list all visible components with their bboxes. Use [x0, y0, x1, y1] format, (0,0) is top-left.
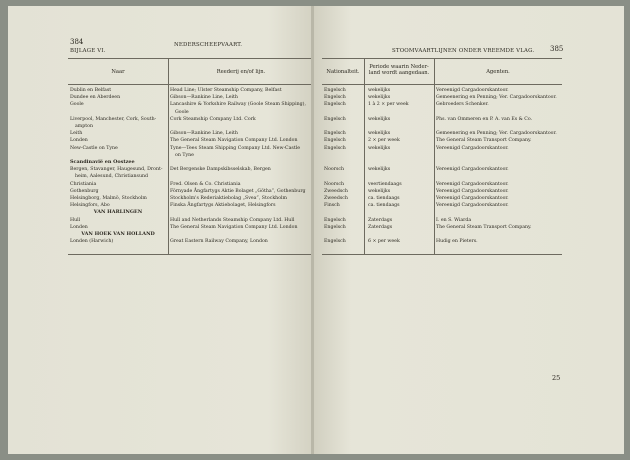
left-destination: Londen (Harwich)	[70, 239, 114, 245]
right-period: wekelijks	[368, 167, 391, 173]
left-shipping-line: Goole	[175, 109, 189, 115]
right-agent: Vereenigd Cargadoorskantoor.	[436, 196, 509, 201]
left-shipping-line: The General Steam Navigation Company Ltd. London	[170, 224, 298, 230]
right-footer-mark: 25	[552, 374, 561, 382]
left-shipping-line: Lancashire & Yorkshire Railway (Goole Steam Shipping),	[170, 102, 306, 108]
right-period: 2 × per week	[368, 138, 400, 144]
right-period: ca. tiendaags	[368, 203, 400, 209]
right-period: 1 à 2 × per week	[368, 102, 409, 108]
right-nationality: Engelsch	[324, 95, 346, 101]
right-col-header-agents: Agenten.	[486, 69, 510, 75]
right-period: veertiendaags	[368, 181, 402, 187]
left-page-number: 384	[70, 38, 84, 46]
right-table-top-rule	[322, 58, 562, 59]
left-shipping-line: Gibson—Rankine Line, Leith	[170, 95, 238, 101]
right-nationality: Engelsch	[324, 145, 346, 151]
left-shipping-line: Finska Ångfartygs Aktiebolaget, Helsingfors	[170, 203, 276, 209]
right-col-header-nationality: Nationalteit.	[326, 69, 360, 75]
left-shipping-line: Förnyade Ångfartygs Aktie Bolaget „Götha”, Gothenburg	[170, 188, 306, 194]
right-header-title: STOOMVAARTLIJNEN ONDER VREEMDE VLAG.	[392, 48, 535, 54]
right-table-bottom-rule	[322, 254, 562, 255]
left-destination: New-Castle on Tyne	[70, 145, 118, 151]
left-header-bottom-rule	[68, 84, 314, 85]
left-destination: Christiania	[70, 181, 97, 187]
right-agent: Gebroeders Schenker.	[436, 102, 489, 108]
left-shipping-line: Stockholm's Rederiaktiebolag „Svea”, Stockholm	[170, 196, 287, 201]
left-destination: Bergen, Stavanger, Haugesund, Dront-	[70, 167, 163, 173]
right-agent: Vereenigd Cargadoorskantoor.	[436, 181, 509, 187]
right-period: wekelijks	[368, 88, 391, 93]
right-agent: I. en S. Wiarda	[436, 217, 472, 223]
right-nationality: Noorsch	[324, 167, 345, 173]
right-header-bottom-rule	[322, 84, 562, 85]
left-shipping-line: Det Bergenske Dampskibsselskab, Bergen	[170, 167, 271, 173]
left-destination: Helsingborg, Malmö, Stockholm	[70, 196, 147, 201]
right-nationality: Engelsch	[324, 131, 346, 137]
left-destination: Dundee en Aberdeen	[70, 95, 121, 101]
left-shipping-line: Cork Steamship Company Ltd. Cork	[170, 116, 256, 122]
right-nationality: Zweedsch	[324, 196, 348, 201]
left-region-heading: Scandinavië en Oostzee	[70, 159, 135, 165]
right-period: 6 × per week	[368, 239, 400, 245]
right-period: wekelijks	[368, 131, 391, 137]
right-nationality: Engelsch	[324, 138, 346, 144]
left-destination: heim, Aalesund, Christiansund	[75, 174, 148, 180]
left-page	[8, 6, 314, 454]
left-column-divider	[168, 58, 169, 254]
right-agent: Vereenigd Cargadoorskantoor.	[436, 188, 509, 194]
right-period: wekelijks	[368, 116, 391, 122]
left-shipping-line: Tyne—Tees Steam Shipping Company Ltd. New-Castle	[170, 145, 300, 151]
left-destination: Gothenburg	[70, 188, 99, 194]
right-nationality: Zweedsch	[324, 188, 348, 194]
left-destination: Goole	[70, 102, 84, 108]
left-shipping-line: Gibson—Rankine Line, Leith	[170, 131, 238, 137]
right-col-header-period: Periode waarin Neder-land wordt aangedaan.	[368, 64, 430, 76]
right-agent: Gemeenering en Penning; Ver. Cargadoorskantoor.	[436, 95, 557, 101]
left-shipping-line: The General Steam Navigation Company Ltd. London	[170, 138, 298, 144]
right-nationality: Engelsch	[324, 88, 346, 93]
left-shipping-line: Great Eastern Railway Company, London	[170, 239, 268, 245]
right-agent: The General Steam Transport Company.	[436, 138, 532, 144]
right-period: Zaterdags	[368, 217, 393, 223]
right-agent: Phs. van Ommeren en P. A. van Es & Co.	[436, 116, 533, 122]
left-destination: Dublin en Belfast	[70, 88, 112, 93]
left-destination: ampton	[75, 124, 93, 129]
right-agent: Vereenigd Cargadoorskantoor.	[436, 145, 509, 151]
left-destination: Londen	[70, 138, 88, 144]
right-period: Zaterdags	[368, 224, 393, 230]
right-period: wekelijks	[368, 145, 391, 151]
right-agent: Vereenigd Cargadoorskantoor.	[436, 88, 509, 93]
right-nationality: Noorsch	[324, 181, 345, 187]
right-nationality: Finsch	[324, 203, 340, 209]
left-destination: Londen	[70, 224, 88, 230]
right-nationality: Engelsch	[324, 102, 346, 108]
left-destination: Liverpool, Manchester, Cork, South-	[70, 116, 157, 122]
left-section-heading: VAN HOEK VAN HOLLAND	[81, 231, 155, 237]
right-page	[314, 6, 624, 454]
right-agent: The General Steam Transport Company.	[436, 224, 532, 230]
book-spread	[8, 6, 624, 454]
left-col-header-dest: Naar	[111, 69, 125, 75]
left-section-heading: VAN HARLINGEN	[93, 209, 143, 216]
right-nationality: Engelsch	[324, 217, 346, 223]
right-column-divider-2	[434, 58, 435, 254]
left-destination: Leith	[70, 131, 83, 137]
left-destination: Helsingfors, Abo	[70, 203, 110, 209]
right-nationality: Engelsch	[324, 224, 346, 230]
right-period: ca. tiendaags	[368, 196, 400, 201]
left-shipping-line: Fred. Olsen & Co. Christiania	[170, 181, 241, 187]
right-agent: Vereenigd Cargadoorskantoor.	[436, 203, 509, 209]
left-shipping-line: on Tyne	[175, 152, 194, 158]
left-header-title: NEDERSCHEEPVAART.	[174, 42, 243, 48]
right-agent: Gemeenering en Penning; Ver. Cargadoorskantoor.	[436, 131, 557, 137]
left-col-header-line: Reederij en/of lijn.	[216, 69, 266, 75]
right-column-divider-1	[364, 58, 365, 254]
left-table-top-rule	[68, 58, 314, 59]
right-nationality: Engelsch	[324, 239, 346, 245]
right-agent: Vereenigd Cargadoorskantoor.	[436, 167, 509, 173]
left-shipping-line: Head Line; Ulster Steamship Company, Belfast	[170, 88, 282, 93]
left-shipping-line: Hull and Netherlands Steamship Company Ltd. Hull	[170, 217, 295, 223]
right-nationality: Engelsch	[324, 116, 346, 122]
right-period: wekelijks	[368, 95, 391, 101]
left-header-appendix: BIJLAGE VI.	[70, 48, 106, 54]
left-table-bottom-rule	[68, 254, 314, 255]
left-destination: Hull	[70, 217, 81, 223]
right-agent: Hudig en Pieters.	[436, 239, 478, 245]
right-page-number: 385	[550, 45, 564, 53]
right-period: wekelijks	[368, 188, 391, 194]
